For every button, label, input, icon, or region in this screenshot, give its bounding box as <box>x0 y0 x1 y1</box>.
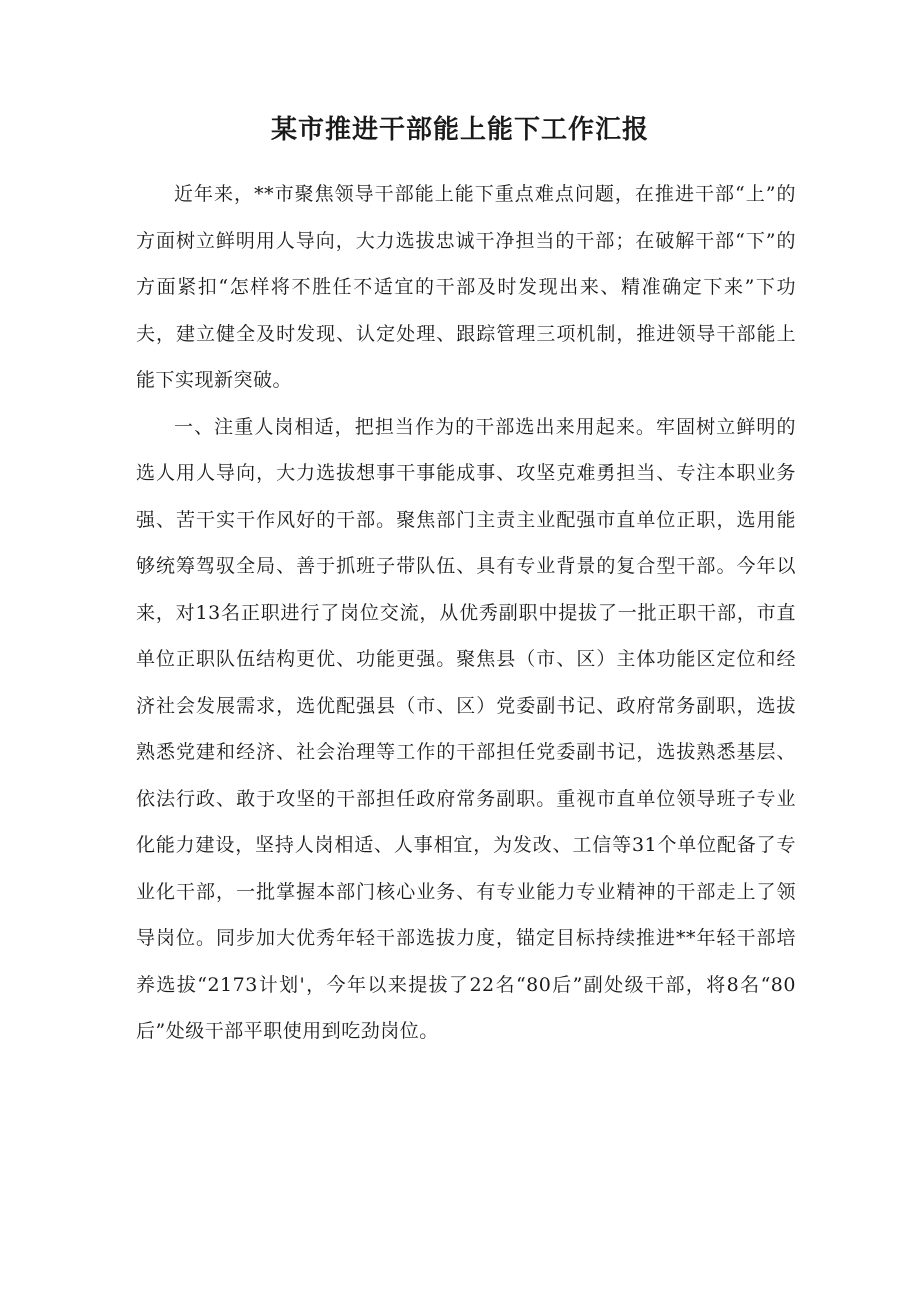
document-body <box>136 171 796 1055</box>
paragraph-intro: 近年来，**市聚焦领导干部能上能下重点难点问题，在推进干部“上”的方面树立鲜明用人导向，大力选拔忠诚干净担当的干部；在破解干部“下”的方面紧扣“怎样将不胜任不适宜的干部及时发现出来、精准确定下来”下功夫，建立健全及时发现、认定处理、跟踪管理三项机制，推进领导干部能上能下实现新突破。 <box>136 183 796 391</box>
document-title: 某市推进干部能上能下工作汇报 <box>270 115 649 145</box>
paragraph-section-one: 一、注重人岗相适，把担当作为的干部选出来用起来。牢固树立鲜明的选人用人导向，大力选拔想事干事能成事、攻坚克难勇担当、专注本职业务强、苦干实干作风好的干部。聚焦部门主责主业配强市直单位正职，选用能够统筹驾驭全局、善于抓班子带队伍、具有专业背景的复合型干部。今年以来，对13名正职进行了岗位交流，从优秀副职中提拔了一批正职干部，市直单位正职队伍结构更优、功能更强。聚焦县（市、区）主体功能区定位和经济社会发展需求，选优配强县（市、区）党委副书记、政府常务副职，选拔熟悉党建和经济、社会治理等工作的干部担任党委副书记，选拔熟悉基层、依法行政、敢于攻坚的干部担任政府常务副职。重视市直单位领导班子专业化能力建设，坚持人岗相适、人事相宜，为发改、工信等31个单位配备了专业化干部，一批掌握本部门核心业务、有专业能力专业精神的干部走上了领导岗位。同步加大优秀年轻干部选拔力度，锚定目标持续推进**年轻干部培养选拔“2173计划'，今年以来提拔了22名“80后”副处级干部，将8名“80后”处级干部平职使用到吃劲岗位。 <box>136 415 796 1042</box>
